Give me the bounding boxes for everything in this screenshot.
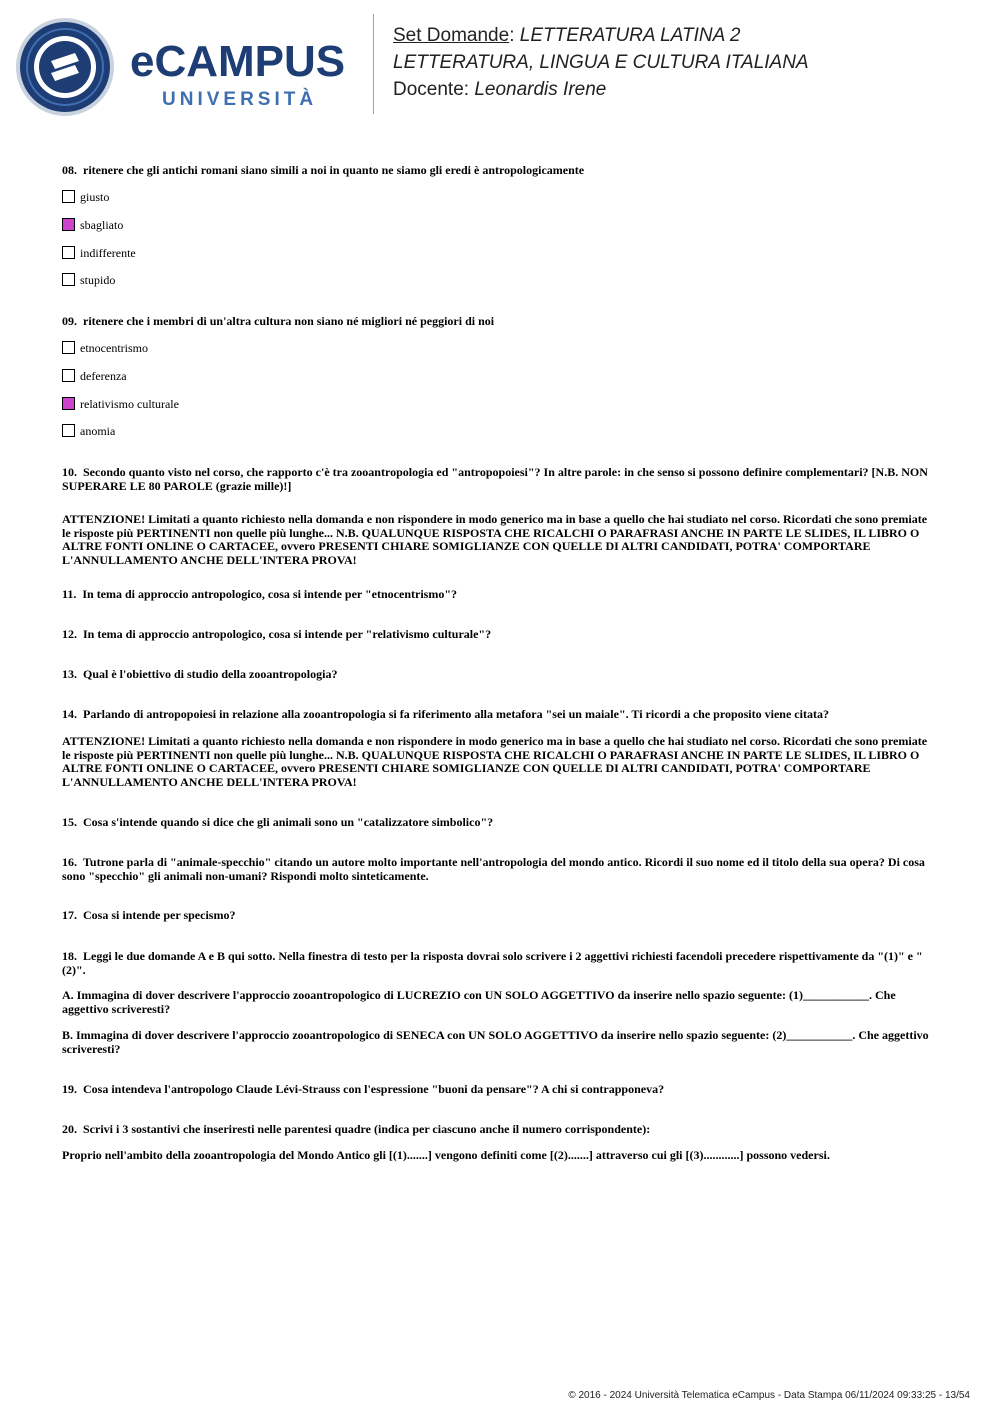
question-number: 16. — [62, 855, 77, 869]
question-text: Cosa s'intende quando si dice che gli animali sono un "catalizzatore simbolico"? — [83, 815, 494, 829]
question-12 — [62, 628, 942, 642]
question-text: Tutrone parla di "animale-specchio" citando un autore molto importante nell'antropologia del mondo antico. Ricordi il suo nome ed il titolo della sua opera? Di cosa sono "specchio" gli animali non-umani? Rispondi molto sinteticamente. — [62, 855, 925, 883]
degree-title: LETTERATURA, LINGUA E CULTURA ITALIANA — [393, 52, 809, 73]
ecampus-logo-subtitle: UNIVERSITÀ — [162, 89, 318, 110]
question-text: In tema di approccio antropologico, cosa si intende per "etnocentrismo"? — [82, 587, 457, 601]
question-number: 12. — [62, 627, 77, 641]
question-20 — [62, 1123, 942, 1137]
question-number: 10. — [62, 465, 77, 479]
question-text: Parlando di antropopoiesi in relazione alla zooantropologia si fa riferimento alla metafora "sei un maiale". Ti ricordi a che proposito viene citata? — [83, 707, 829, 721]
checkbox-selected[interactable] — [62, 397, 75, 410]
question-09 — [62, 315, 942, 329]
question-18-part-a: A. Immagina di dover descrivere l'approccio zooantropologico di LUCREZIO con UN SOLO AGGETTIVO da inserire nello spazio seguente: (1)___________. Che aggettivo scriveresti? — [62, 988, 896, 1016]
question-number: 08. — [62, 163, 77, 177]
question-10 — [62, 466, 942, 493]
option-label: indifferente — [80, 246, 136, 260]
question-19 — [62, 1083, 942, 1097]
ecampus-logo-emblem — [15, 17, 115, 117]
question-number: 13. — [62, 667, 77, 681]
question-14 — [62, 708, 942, 722]
checkbox[interactable] — [62, 246, 75, 259]
set-label: Set Domande — [393, 25, 510, 46]
checkbox[interactable] — [62, 424, 75, 437]
question-number: 11. — [62, 587, 77, 601]
option-label: etnocentrismo — [80, 341, 148, 355]
question-15 — [62, 816, 942, 830]
question-18-part-b: B. Immagina di dover descrivere l'approccio zooantropologico di SENECA con UN SOLO AGGETTIVO da inserire nello spazio seguente: (2)___________. Che aggettivo scriveresti? — [62, 1028, 929, 1056]
question-number: 15. — [62, 815, 77, 829]
checkbox-selected[interactable] — [62, 218, 75, 231]
option-label: giusto — [80, 190, 110, 204]
question-16 — [62, 856, 942, 883]
question-20-sentence: Proprio nell'ambito della zooantropologia del Mondo Antico gli [(1).......] vengono definiti come [(2).......] attraverso cui gli [(3)............] possono vedersi. — [62, 1148, 830, 1162]
question-text: Qual è l'obiettivo di studio della zooantropologia? — [83, 667, 338, 681]
question-text: Leggi le due domande A e B qui sotto. Nella finestra di testo per la risposta dovrai solo scrivere i 2 aggettivi richiesti facendoli precedere rispettivamente da "(1)" e "(2)". — [62, 949, 923, 977]
question-text: ritenere che gli antichi romani siano simili a noi in quanto ne siamo gli eredi è antropologicamente — [83, 163, 585, 177]
question-number: 19. — [62, 1082, 77, 1096]
option-label: deferenza — [80, 369, 127, 383]
option-label: relativismo culturale — [80, 397, 179, 411]
checkbox[interactable] — [62, 190, 75, 203]
course-title: LETTERATURA LATINA 2 — [519, 25, 741, 46]
question-text: ritenere che i membri di un'altra cultura non siano né migliori né peggiori di noi — [83, 314, 495, 328]
question-number: 20. — [62, 1122, 77, 1136]
header-divider — [373, 14, 374, 114]
teacher-name: Leonardis Irene — [474, 79, 607, 100]
option-label: sbagliato — [80, 218, 124, 232]
question-11 — [62, 588, 942, 602]
checkbox[interactable] — [62, 341, 75, 354]
question-text: Secondo quanto visto nel corso, che rapporto c'è tra zooantropologia ed "antropopoiesi"? In altre parole: in che senso si possono definire complementari? [N.B. NON SUPERARE LE 80 PAROLE (grazie mille)!] — [62, 465, 928, 493]
header-info: Set Domande: LETTERATURA LATINA 2 LETTERATURA, LINGUA E CULTURA ITALIANA Docente: Leonardis Irene — [393, 25, 809, 100]
question-text: Cosa si intende per specismo? — [83, 908, 236, 922]
question-08 — [62, 164, 942, 178]
question-text: In tema di approccio antropologico, cosa si intende per "relativismo culturale"? — [83, 627, 492, 641]
checkbox[interactable] — [62, 369, 75, 382]
warning-paragraph: ATTENZIONE! Limitati a quanto richiesto nella domanda e non rispondere in modo generico ma in base a quello che hai studiato nel corso. Ricordati che sono premiate le risposte più PERTINENTI non quelle più lunghe... N.B. QUALUNQUE RISPOSTA CHE RICALCHI O PARAFRASI ANCHE IN PARTE LE SLIDES, IL LIBRO O ALTRE FONTI ONLINE O CARTACEE, ovvero PRESENTI CHIARE SOMIGLIANZE CON QUELLE DI ALTRI CANDIDATI, POTRA' COMPORTARE L'ANNULLAMENTO ANCHE DELL'INTERA PROVA! — [62, 734, 928, 789]
question-17 — [62, 909, 942, 923]
question-18 — [62, 950, 942, 977]
checkbox[interactable] — [62, 273, 75, 286]
page-footer: © 2016 - 2024 Università Telematica eCampus - Data Stampa 06/11/2024 09:33:25 - 13/54 — [568, 1390, 970, 1401]
question-number: 18. — [62, 949, 77, 963]
option-label: stupido — [80, 273, 116, 287]
ecampus-logo-wordmark: eCAMPUS — [130, 37, 346, 86]
question-number: 14. — [62, 707, 77, 721]
question-13 — [62, 668, 942, 682]
question-text: Scrivi i 3 sostantivi che inseriresti nelle parentesi quadre (indica per ciascuno anche il numero corrispondente): — [83, 1122, 651, 1136]
warning-paragraph: ATTENZIONE! Limitati a quanto richiesto nella domanda e non rispondere in modo generico ma in base a quello che hai studiato nel corso. Ricordati che sono premiate le risposte più PERTINENTI non quelle più lunghe... N.B. QUALUNQUE RISPOSTA CHE RICALCHI O PARAFRASI ANCHE IN PARTE LE SLIDES, IL LIBRO O ALTRE FONTI ONLINE O CARTACEE, ovvero PRESENTI CHIARE SOMIGLIANZE CON QUELLE DI ALTRI CANDIDATI, POTRA' COMPORTARE L'ANNULLAMENTO ANCHE DELL'INTERA PROVA! — [62, 512, 928, 567]
page-header — [0, 0, 1000, 130]
teacher-label: Docente: — [393, 79, 470, 100]
option-label: anomia — [80, 424, 116, 438]
question-number: 09. — [62, 314, 77, 328]
question-number: 17. — [62, 908, 77, 922]
question-text: Cosa intendeva l'antropologo Claude Lévi-Strauss con l'espressione "buoni da pensare"? A chi si contrapponeva? — [83, 1082, 665, 1096]
